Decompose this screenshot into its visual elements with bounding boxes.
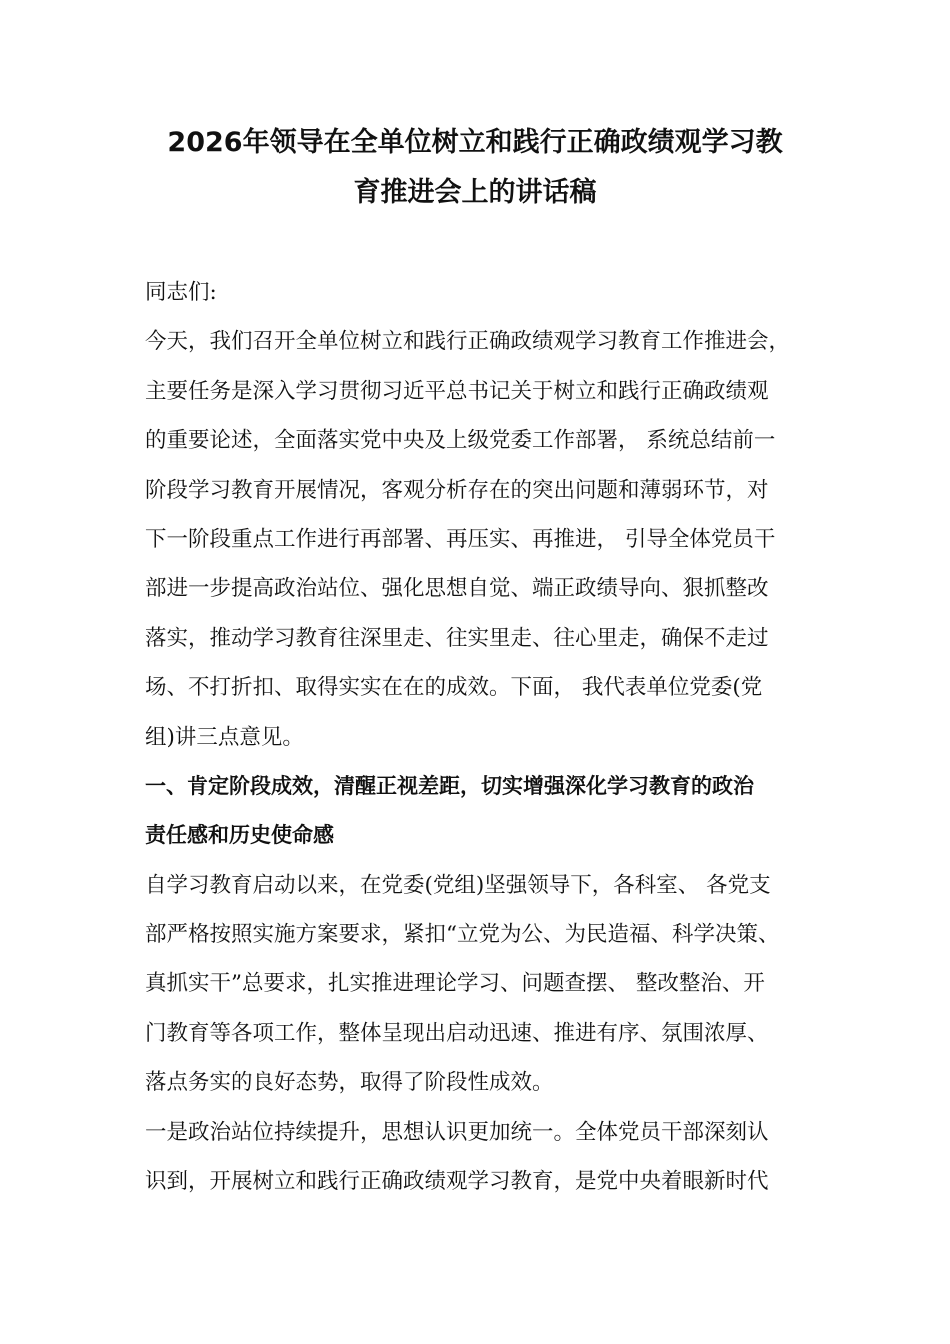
paragraph-line: 同志们: xyxy=(145,280,217,305)
title-line-1: 2026年领导在全单位树立和践行正确政绩观学习教 xyxy=(167,127,783,158)
paragraph-line: 场、不打折扣、取得实实在在的成效。下面， 我代表单位党委(党 xyxy=(145,675,763,701)
document-body xyxy=(145,268,835,1206)
paragraph-line: 部进一步提高政治站位、强化思想自觉、端正政绩导向、狠抓整改 xyxy=(145,576,769,602)
section-heading-line: 一、肯定阶段成效，清醒正视差距，切实增强深化学习教育的政治 xyxy=(145,773,754,798)
paragraph-line: 落点务实的良好态势，取得了阶段性成效。 xyxy=(145,1070,554,1096)
paragraph-line: 识到，开展树立和践行正确政绩观学习教育，是党中央着眼新时代 xyxy=(145,1169,769,1195)
paragraph-line: 组)讲三点意见。 xyxy=(145,724,304,750)
paragraph-line: 一是政治站位持续提升，思想认识更加统一。全体党员干部深刻认 xyxy=(145,1119,769,1145)
section-heading-line: 责任感和历史使命感 xyxy=(145,823,334,848)
paragraph-line: 阶段学习教育开展情况，客观分析存在的突出问题和薄弱环节，对 xyxy=(145,477,769,503)
document-title xyxy=(140,118,810,218)
paragraph-line: 落实，推动学习教育往深里走、往实里走、往心里走，确保不走过 xyxy=(145,625,769,651)
paragraph-line: 今天，我们召开全单位树立和践行正确政绩观学习教育工作推进会， xyxy=(145,329,791,355)
paragraph-line: 部严格按照实施方案要求，紧扣“立党为公、为民造福、科学决策、 xyxy=(145,922,780,948)
paragraph-line: 的重要论述，全面落实党中央及上级党委工作部署， 系统总结前一 xyxy=(145,428,776,454)
paragraph-line: 门教育等各项工作，整体呈现出启动迅速、推进有序、氛围浓厚、 xyxy=(145,1020,769,1046)
paragraph-line: 主要任务是深入学习贯彻习近平总书记关于树立和践行正确政绩观 xyxy=(145,378,769,404)
paragraph-line: 下一阶段重点工作进行再部署、再压实、再推进， 引导全体党员干 xyxy=(145,526,776,552)
paragraph-line: 真抓实干”总要求，扎实推进理论学习、问题查摆、 整改整治、开 xyxy=(145,971,765,997)
paragraph-line: 自学习教育启动以来，在党委(党组)坚强领导下，各科室、 各党支 xyxy=(145,872,771,898)
title-line-2: 育推进会上的讲话稿 xyxy=(353,177,597,208)
